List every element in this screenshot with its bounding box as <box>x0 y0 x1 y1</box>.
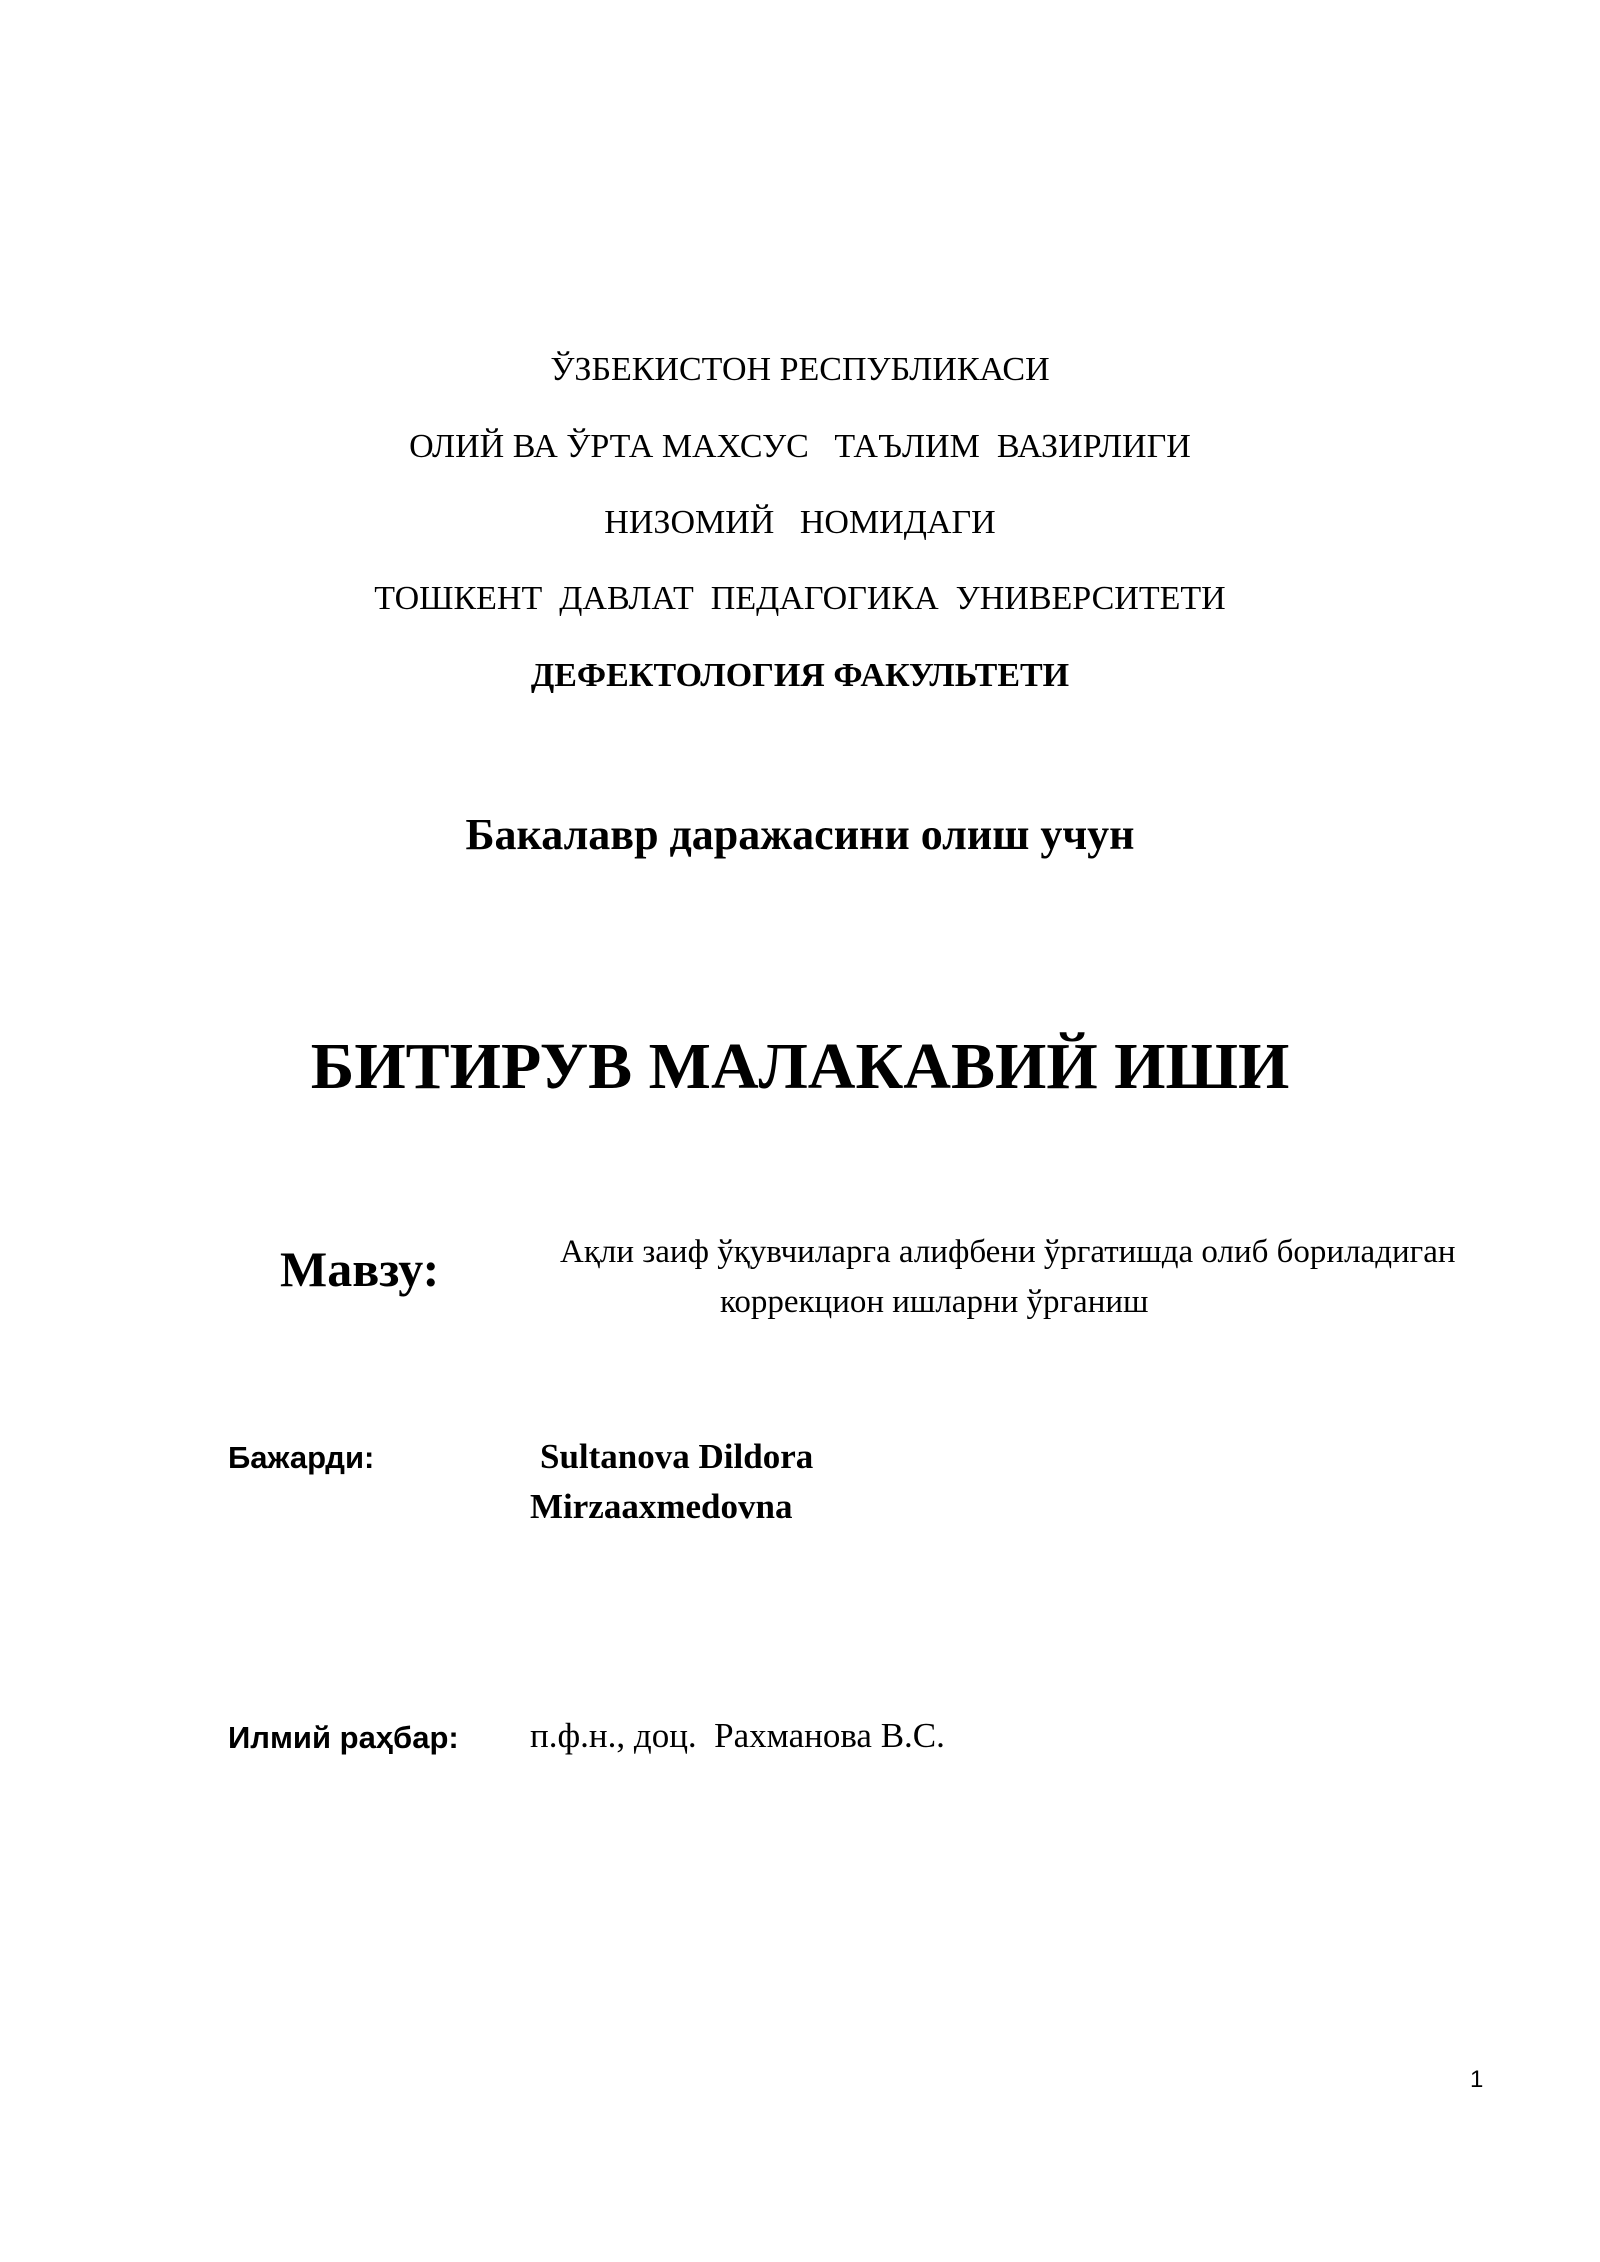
faculty-heading: ДЕФЕКТОЛОГИЯ ФАКУЛЬТЕТИ <box>530 657 1070 694</box>
university-heading: ТОШКЕНТ ДАВЛАТ ПЕДАГОГИКА УНИВЕРСИТЕТИ <box>374 580 1226 617</box>
performed-by-label: Бажарди: <box>228 1440 375 1475</box>
named-after-heading: НИЗОМИЙ НОМИДАГИ <box>604 504 996 541</box>
ministry-heading: ОЛИЙ ВА ЎРТА МАХСУС ТАЪЛИМ ВАЗИРЛИГИ <box>409 428 1191 465</box>
page-number: 1 <box>1470 2066 1484 2093</box>
work-title: БИТИРУВ МАЛАКАВИЙ ИШИ <box>310 1030 1290 1103</box>
topic-label: Мавзу: <box>280 1241 440 1297</box>
republic-heading: ЎЗБЕКИСТОН РЕСПУБЛИКАСИ <box>550 351 1050 388</box>
degree-line: Бакалавр даражасини олиш учун <box>465 810 1135 859</box>
student-name-line-2: Mirzaaxmedovna <box>530 1487 793 1526</box>
topic-text-line-2: коррекцион ишларни ўрганиш <box>720 1284 1149 1320</box>
topic-text-line-1: Ақли заиф ўқувчиларга алифбени ўргатишда олиб бориладиган <box>560 1234 1456 1270</box>
student-name-line-1: Sultanova Dildora <box>540 1437 814 1476</box>
supervisor-label: Илмий раҳбар: <box>228 1720 459 1755</box>
supervisor-name: п.ф.н., доц. Рахманова В.С. <box>530 1716 945 1755</box>
